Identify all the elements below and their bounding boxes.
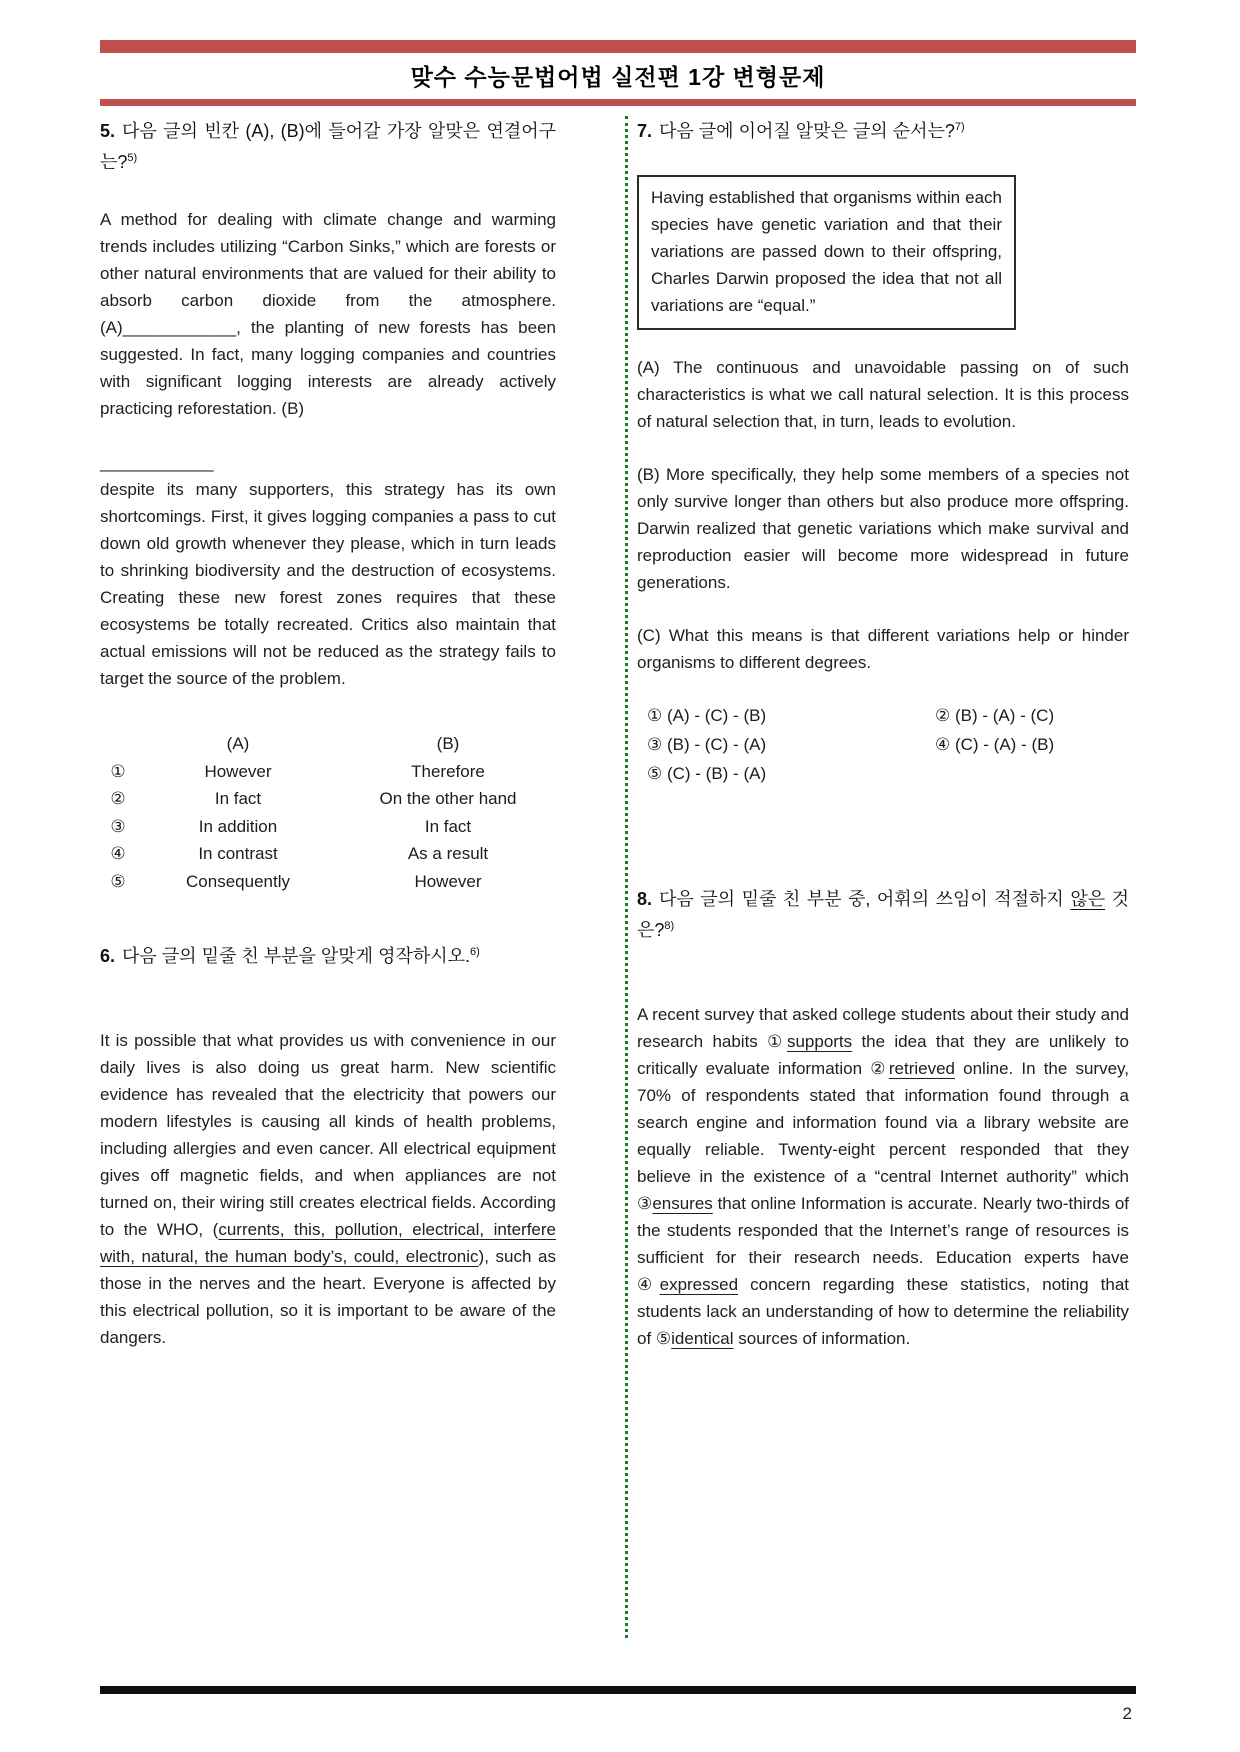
q5-option-1-num: ① [110,761,126,781]
page-content [100,40,1136,1638]
question-8 [637,884,1129,1352]
q5-option-3-num: ③ [110,816,126,836]
q5-option-1-a: However [204,761,272,781]
question-5-number: 5. [100,121,116,141]
question-8-footnote: 8) [664,920,675,932]
question-7-heading-text: 다음 글에 이어질 알맞은 글의 순서는? [659,121,955,141]
page-number: 2 [1122,1704,1132,1723]
header-top-bar [100,40,1136,53]
question-6 [100,941,556,1351]
question-5-heading [100,116,556,178]
page-title: 맞수 수능문법어법 실전편 1강 변형문제 [410,64,826,90]
footer-bar [100,1686,1136,1694]
q5-option-4-b: As a result [407,844,489,863]
q5-passage-part2: despite its many supporters, this strategy has its own shortcomings. First, it gives logging companies a pass to cut down old growth whenever they please, which in turn leads to shrinking biodiversity and the destruction of ecosystems. Creating these new forest zones requires that these ecosystems be totally recreated. Critics also maintain that actual emissions will not be reduced as the strategy fails to target the source of the problem. [100,480,556,688]
question-6-footnote: 6) [470,946,480,958]
question-5-footnote: 5) [127,152,138,164]
q7-paragraph-c: (C) What this means is that different variations help or hinder organisms to different degrees. [637,626,1129,672]
q7-option-5: ⑤ (C) - (B) - (A) [647,764,767,783]
header-bottom-bar [100,99,1136,106]
q7-option-3: ③ (B) - (C) - (A) [647,735,767,754]
q5-options-header-spacer [100,730,136,758]
q7-option-4: ④ (C) - (A) - (B) [935,735,1055,754]
q5-options-header-a: (A) [226,734,250,753]
q5-option-5-num: ⑤ [110,871,126,891]
question-7 [637,116,1129,788]
q5-option-1-b: Therefore [411,761,485,781]
q5-option-4-a: In contrast [198,844,278,863]
question-7-heading [637,116,1129,147]
question-7-footnote: 7) [954,121,965,133]
q5-options-header-b: (B) [436,734,460,753]
q5-option-2-b: On the other hand [379,789,517,808]
q5-option-5-b: However [414,871,482,891]
q5-passage-part1: A method for dealing with climate change and warming trends includes utilizing “Carbon Sinks,” which are forests or other natural environments that are valued for their ability to absorb carbon dioxide from the atmosphere. (A)____________, the planting of new forests has been suggested. In fact, many logging companies and countries with significant logging interests are already actively practicing reforestation. (B) [100,210,556,418]
question-5 [100,116,556,895]
question-8-heading-text: 다음 글의 밑줄 친 부분 중, 어휘의 쓰임이 적절하지 않은 것은? [637,889,1129,940]
q7-option-1: ① (A) - (C) - (B) [647,706,767,725]
q6-heading-gap [100,1000,556,1027]
q7-option-2: ② (B) - (A) - (C) [935,706,1055,725]
column-divider [625,116,628,1638]
q5-blank-line: ____________ [100,453,214,472]
question-7-number: 7. [637,121,653,141]
q5-option-3-b: In fact [424,816,472,836]
question-6-heading-text: 다음 글의 밑줄 친 부분을 알맞게 영작하시오. [122,946,471,966]
column-right [637,116,1129,1638]
q7-options [637,702,1129,788]
q6-passage: It is possible that what provides us with convenience in our daily lives is also doing us great harm. New scientific evidence has revealed that the electricity that powers our modern lifestyles is causing all kinds of health problems, including allergies and even cancer. All electrical equipment gives off magnetic fields, and when appliances are not turned on, their wiring still creates electrical fields. According to the WHO, (currents, this, pollution, electrical, interfere with, natural, the human body’s, could, electronic), such as those in the nerves and the heart. Everyone is affected by this electrical pollution, so it is important to be aware of the dangers. [100,1031,556,1347]
q5-option-2-num: ② [110,789,126,808]
q7-paragraphs [637,354,1129,676]
q5-option-2-a: In fact [214,789,262,808]
question-8-heading [637,884,1129,946]
q5-option-4-num: ④ [110,844,126,863]
column-left [100,116,556,1638]
q5-options-table [100,730,556,895]
question-5-heading-text: 다음 글의 빈칸 (A), (B)에 들어갈 가장 알맞은 연결어구는? [100,121,556,172]
question-6-number: 6. [100,946,116,966]
question-6-heading [100,941,556,972]
question-8-number: 8. [637,889,653,909]
q7-paragraph-b: (B) More specifically, they help some members of a species not only survive longer than others but also produce more offspring. Darwin realized that genetic variations which make survival and reproduction easier will become more widespread in future generations. [637,465,1129,592]
q5-option-3-a: In addition [198,816,278,836]
q7-paragraph-a: (A) The continuous and unavoidable passing on of such characteristics is what we call natural selection. It is this process of natural selection that, in turn, leads to evolution. [637,358,1129,431]
two-column-layout [100,116,1136,1638]
q8-heading-gap [637,974,1129,1001]
q5-paragraph-gap [100,422,556,449]
q7-given-text-box: Having established that organisms within each species have genetic variation and that their variations are passed down to their offspring, Charles Darwin proposed the idea that not all variations are “equal.” [637,175,1016,330]
q5-option-5-a: Consequently [186,871,290,891]
q8-passage: A recent survey that asked college students about their study and research habits ①supports the idea that they are unlikely to critically evaluate information ②retrieved online. In the survey, 70% of respondents stated that information found through a search engine and information found via a library website are equally reliable. Twenty-eight percent responded that they believe in the existence of a “central Internet authority” which ③ensures that online Information is accurate. Nearly two-thirds of the students responded that the Internet’s range of resources is sufficient for their research needs. Education experts have ④expressed concern regarding these statistics, noting that students lack an understanding of how to determine the reliability of ⑤identical sources of information. [637,1005,1130,1348]
